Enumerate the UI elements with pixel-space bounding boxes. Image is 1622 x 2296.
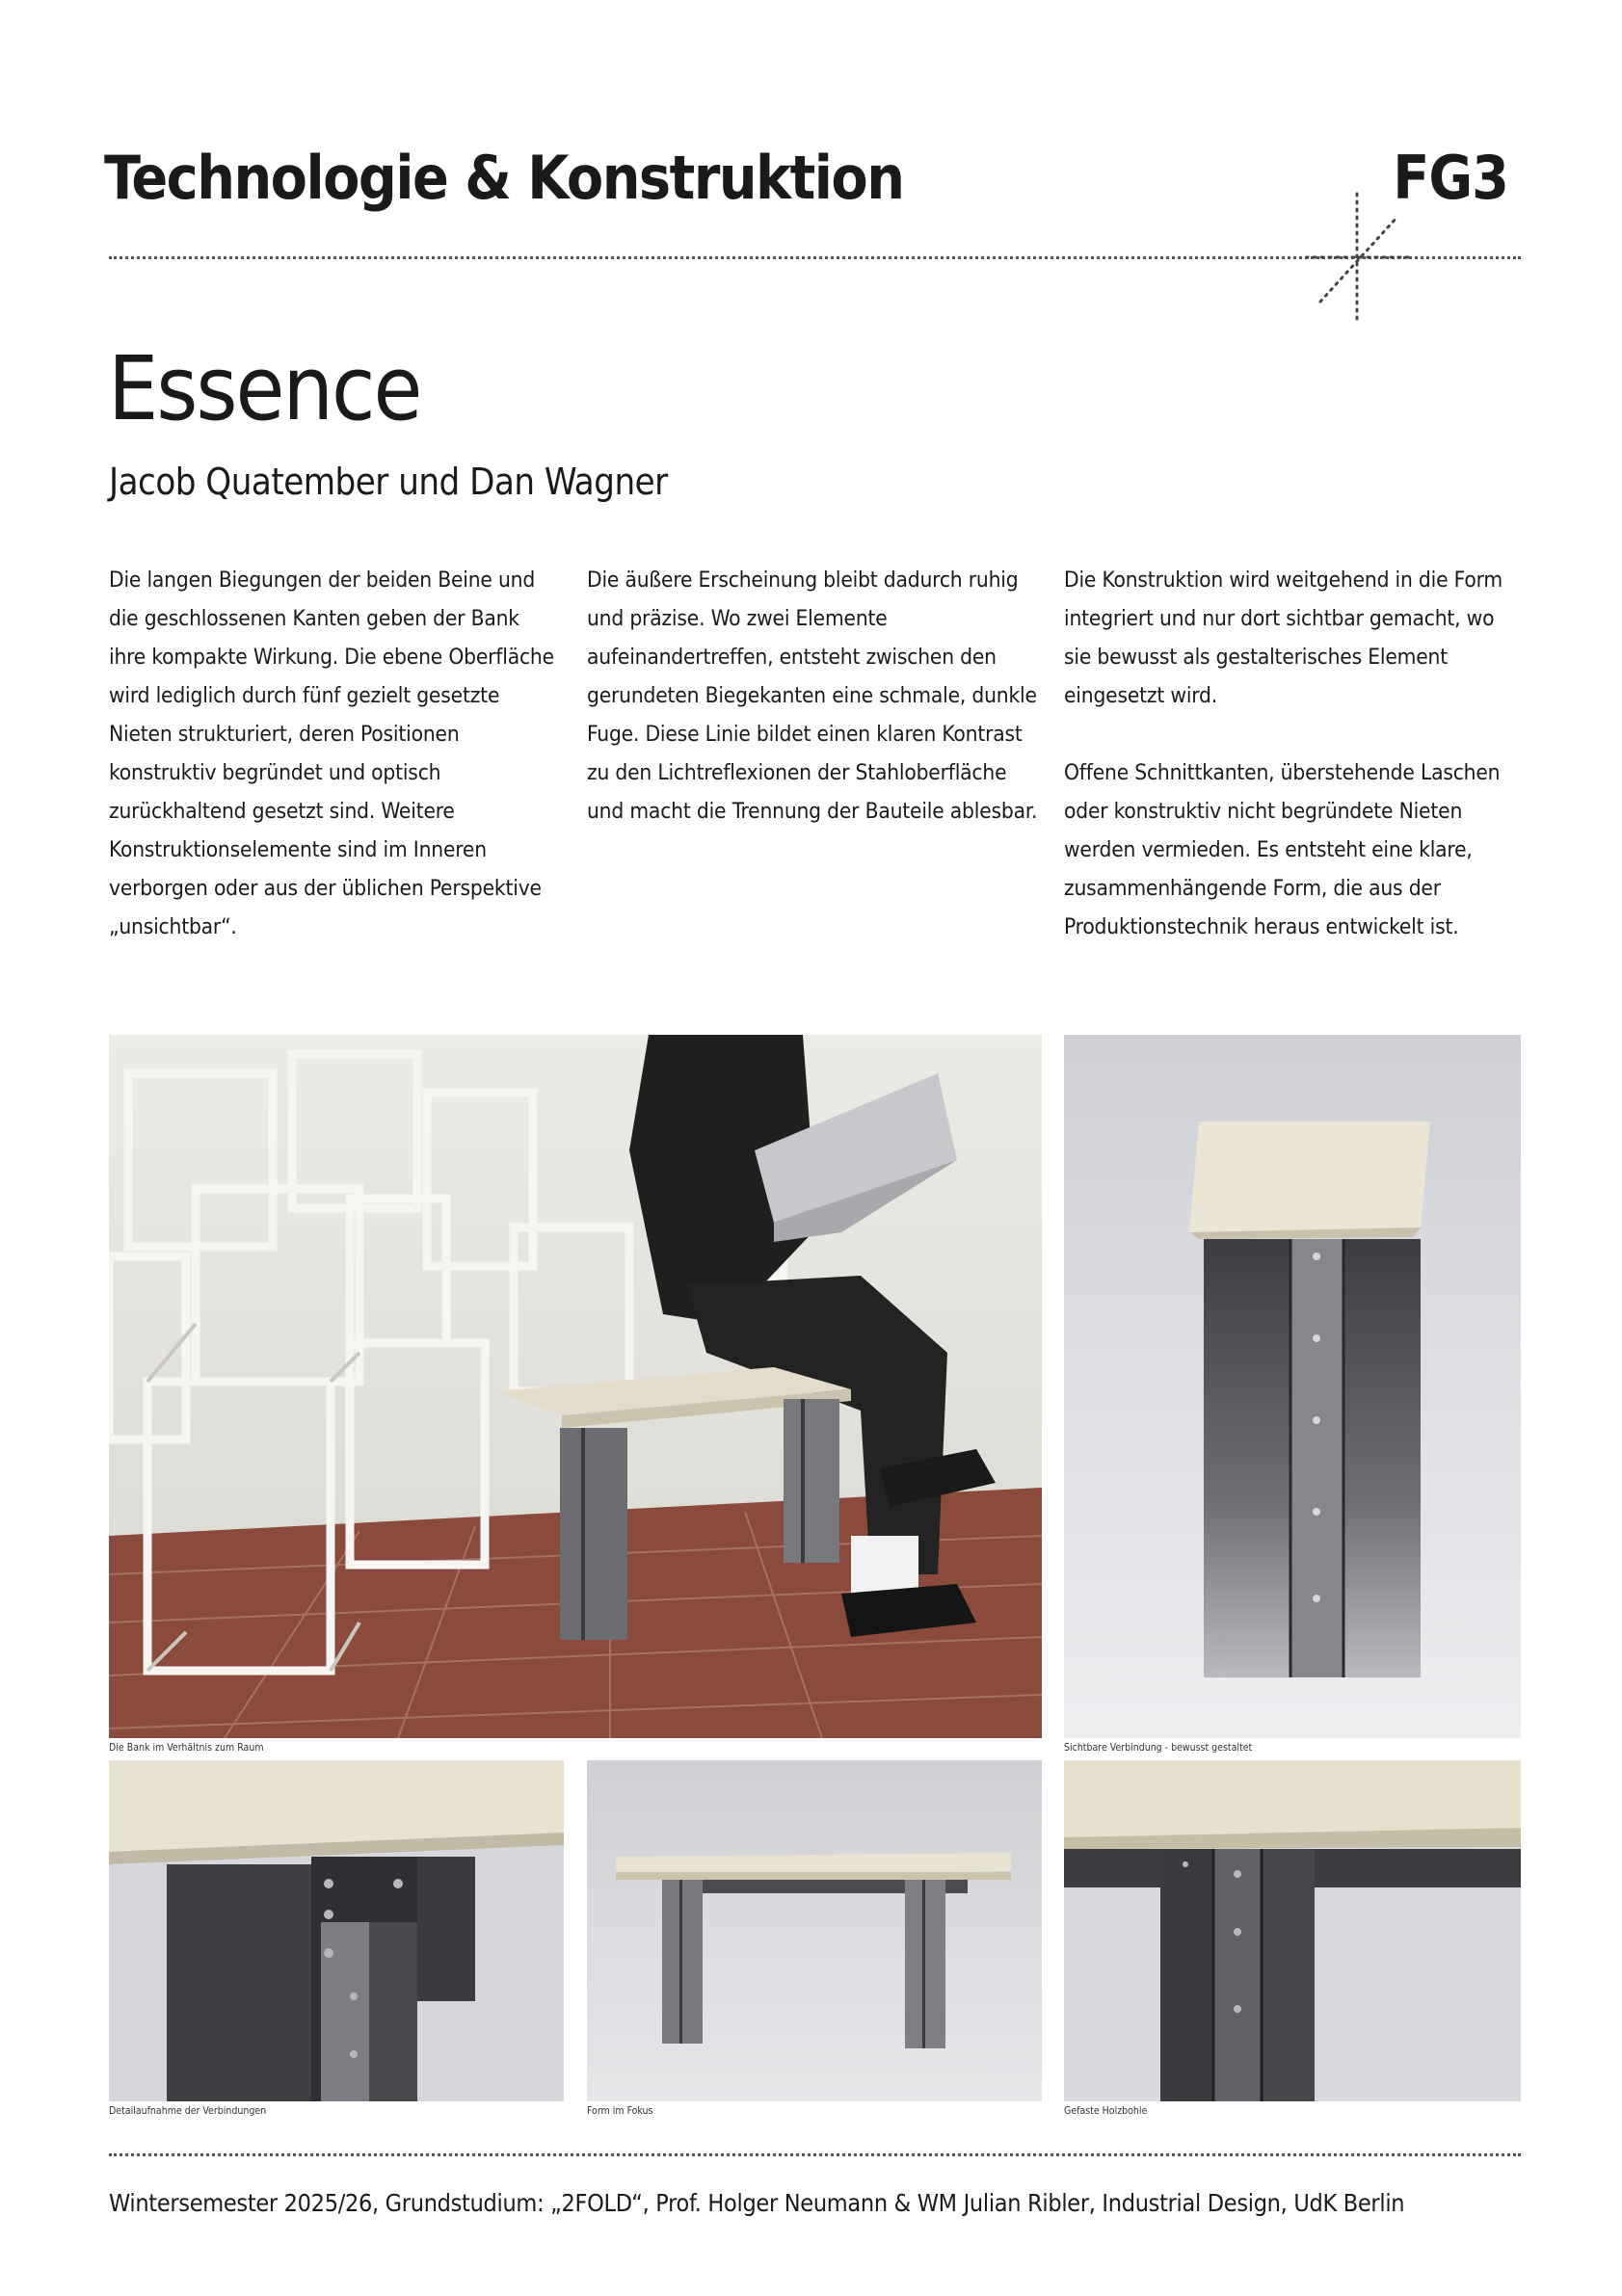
paragraph-3a: Die Konstruktion wird weitgehend in die Form integriert und nur dort sichtbar gemacht, wo sie bewusst als gestalterisches Element eingesetzt wird. — [1064, 567, 1502, 708]
group-label: FG3 — [1393, 143, 1508, 213]
paragraph-2: Die äußere Erscheinung bleibt dadurch ruhig und präzise. Wo zwei Elemente aufeinandertreffen, entsteht zwischen den gerundeten Biegekanten eine schmale, dunkle Fuge. Diese Linie bildet einen klaren Kontrast zu den Lichtreflexionen der Stahloberfläche und macht die Trennung der Bauteile ablesbar. — [587, 567, 1038, 824]
project-title: Essence — [108, 337, 421, 440]
caption-photo-5: Gefaste Holzbohle — [1064, 2105, 1148, 2117]
paragraph-3b: Offene Schnittkanten, überstehende Laschen oder konstruktiv nicht begründete Nieten werden vermieden. Es entsteht eine klare, zusammenhängende Form, die aus der Produktionstechnik heraus entwickelt ist. — [1064, 760, 1501, 939]
caption-photo-4: Form im Fokus — [587, 2105, 653, 2117]
photo-bench-in-room — [109, 1035, 1042, 1738]
photo-connection-detail — [109, 1760, 564, 2101]
footer-credits: Wintersemester 2025/26, Grundstudium: „2FOLD“, Prof. Holger Neumann & WM Julian Ribler, Industrial Design, UdK Berlin — [109, 2189, 1405, 2217]
caption-photo-3: Detailaufnahme der Verbindungen — [109, 2105, 267, 2117]
dotted-star-mark — [1306, 188, 1412, 323]
section-title: Technologie & Konstruktion — [104, 143, 904, 213]
text-column-2 — [587, 561, 1038, 831]
text-column-3 — [1064, 561, 1515, 946]
photo-chamfered-plank — [1064, 1760, 1521, 2101]
project-authors: Jacob Quatember und Dan Wagner — [109, 461, 668, 503]
footer-divider — [109, 2153, 1521, 2156]
photo-form-focus — [587, 1760, 1042, 2101]
photo-visible-connection — [1064, 1035, 1521, 1738]
paragraph-1: Die langen Biegungen der beiden Beine und die geschlossenen Kanten geben der Bank ihre kompakte Wirkung. Die ebene Oberfläche wird lediglich durch fünf gezielt gesetzte Nieten strukturiert, deren Positionen konstruktiv begründet und optisch zurückhaltend gesetzt sind. Weitere Konstruktionselemente sind im Inneren verborgen oder aus der üblichen Perspektive „unsichtbar“. — [109, 567, 554, 939]
text-column-1 — [109, 561, 560, 946]
caption-photo-1: Die Bank im Verhältnis zum Raum — [109, 1742, 264, 1754]
caption-photo-2: Sichtbare Verbindung - bewusst gestaltet — [1064, 1742, 1253, 1754]
